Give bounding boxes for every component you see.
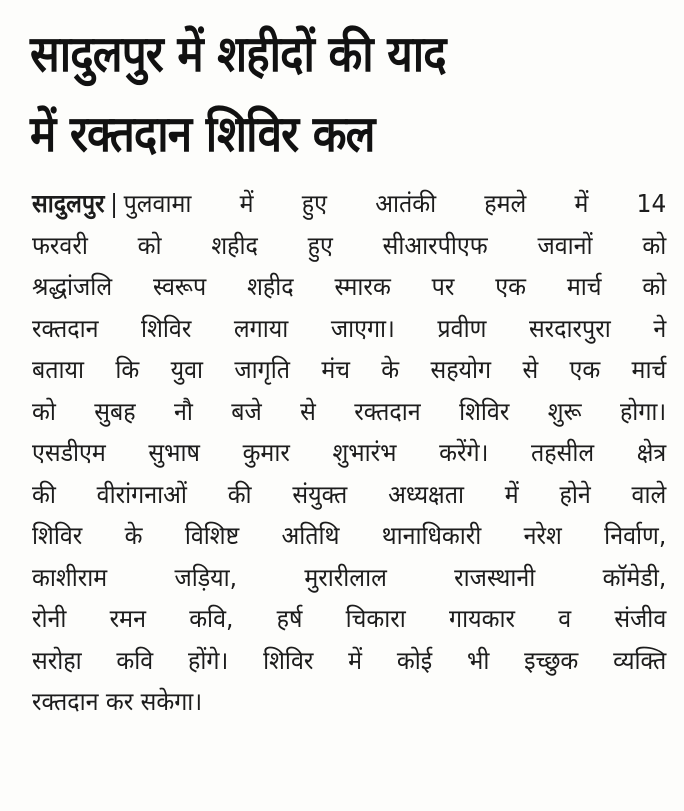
body-line: एसडीएम सुभाष कुमार शुभारंभ करेंगे। तहसील क्षेत्र — [32, 438, 667, 467]
headline-line: में रक्तदान शिविर कल — [30, 105, 375, 163]
dateline-separator: | — [110, 189, 118, 218]
body-line — [32, 183, 666, 225]
article-headline — [30, 14, 584, 174]
body-line: को सुबह नौ बजे से रक्तदान शिविर शुरू होगा। — [32, 396, 667, 426]
body-line: फरवरी को शहीद हुए सीआरपीएफ जवानों को — [32, 230, 667, 260]
body-line: शिविर के विशिष्ट अतिथि थानाधिकारी नरेश निर्वाण, — [32, 521, 667, 550]
body-line: रक्तदान शिविर लगाया जाएगा। प्रवीण सरदारपुरा ने — [32, 313, 667, 343]
body-line: रोनी रमन कवि, हर्ष चिकारा गायकार व संजीव — [32, 604, 667, 633]
body-line: श्रद्धांजलि स्वरूप शहीद स्मारक पर एक मार्च को — [32, 272, 667, 301]
body-line: की वीरांगनाओं की संयुक्त अध्यक्षता में होने वाले — [32, 479, 667, 509]
headline-line: सादुलपुर में शहीदों की याद — [30, 25, 446, 83]
article-body — [32, 183, 667, 723]
dateline: सादुलपुर — [32, 189, 105, 218]
body-line: सरोहा कवि होंगे। शिविर में कोई भी इच्छुक व्यक्ति — [32, 645, 667, 675]
body-line: रक्तदान कर सकेगा। — [32, 687, 203, 716]
body-line-text: पुलवामा में हुए आतंकी हमले में 14 — [123, 189, 667, 218]
body-line: काशीराम जड़िया, मुरारीलाल राजस्थानी कॉमेडी, — [32, 562, 667, 592]
body-line: बताया कि युवा जागृति मंच के सहयोग से एक मार्च — [32, 355, 667, 384]
